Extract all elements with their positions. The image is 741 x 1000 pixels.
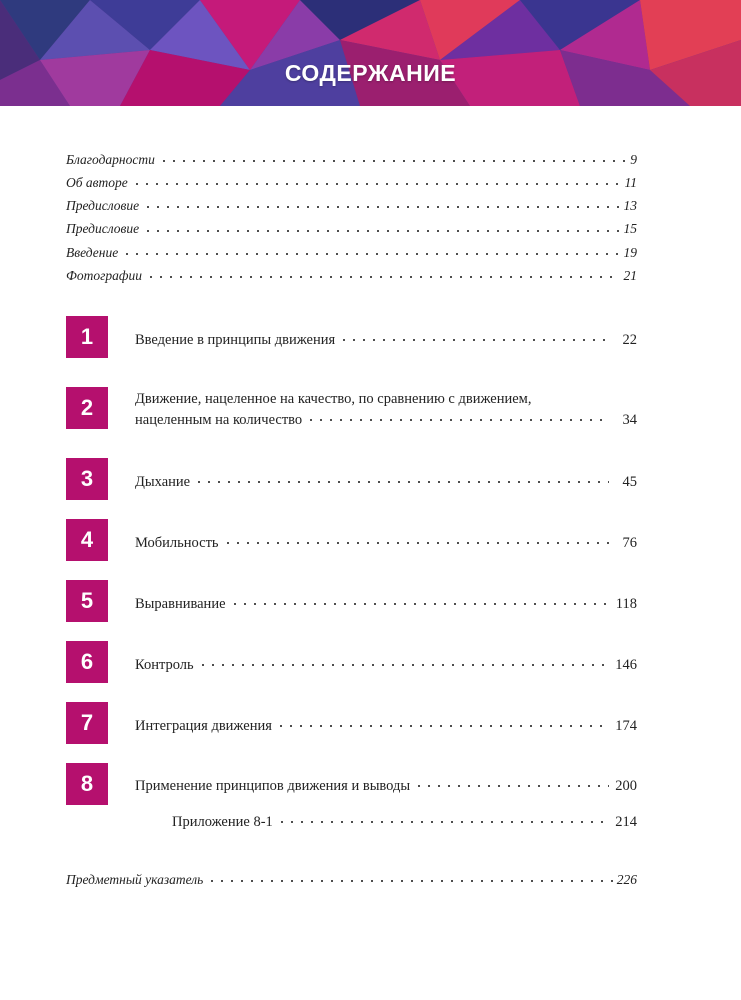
chapter-title: Введение в принципы движения <box>135 331 336 348</box>
page-title: СОДЕРЖАНИЕ <box>284 60 457 86</box>
chapter-line <box>135 532 637 552</box>
toc-entry[interactable] <box>66 197 637 220</box>
dot-leader <box>230 595 609 610</box>
chapter-page: 22 <box>622 331 637 348</box>
chapter-title: Дыхание <box>135 473 191 490</box>
chapter-line <box>135 715 637 735</box>
appendix-page: 214 <box>615 813 637 830</box>
dot-leader <box>207 872 612 886</box>
entry-page: 11 <box>624 174 637 190</box>
chapter-number-badge: 1 <box>66 316 108 358</box>
chapter-line <box>135 593 637 613</box>
chapter-line <box>135 654 637 674</box>
dot-leader <box>339 331 609 346</box>
entry-page: 9 <box>630 151 637 167</box>
entry-title: Об авторе <box>66 174 128 190</box>
chapter-number-badge: 7 <box>66 702 108 744</box>
chapter-number-badge: 8 <box>66 763 108 805</box>
chapter-title: Применение принципов движения и выводы <box>135 777 411 794</box>
entry-title: Предисловие <box>66 221 140 237</box>
dot-leader <box>414 777 609 792</box>
appendix-entry[interactable] <box>172 811 637 831</box>
appendix-title: Приложение 8-1 <box>172 813 273 830</box>
toc-entry[interactable] <box>66 173 637 196</box>
chapter-line <box>135 775 637 795</box>
dot-leader <box>159 152 626 166</box>
header-banner <box>0 0 741 106</box>
chapter-title-line-1: Движение, нацеленное на качество, по сравнению с движением, <box>135 391 532 407</box>
toc-entry[interactable] <box>66 243 637 266</box>
entry-title: Предметный указатель <box>66 871 204 887</box>
entry-title: Предисловие <box>66 198 140 214</box>
chapter-title: Интеграция движения <box>135 717 272 734</box>
dot-leader <box>277 813 611 828</box>
entry-page: 19 <box>623 244 637 260</box>
chapter-page: 174 <box>615 717 637 734</box>
toc-entry[interactable] <box>66 220 637 243</box>
chapter-line <box>135 471 637 491</box>
toc-entry[interactable] <box>66 266 637 289</box>
dot-leader <box>306 411 609 426</box>
chapter-number-badge: 3 <box>66 458 108 500</box>
entry-title: Фотографии <box>66 267 142 283</box>
dot-leader <box>122 245 619 259</box>
chapter-page: 34 <box>622 411 637 428</box>
entry-title: Введение <box>66 244 119 260</box>
dot-leader <box>143 222 619 236</box>
chapter-number-badge: 2 <box>66 387 108 429</box>
chapter-title: Контроль <box>135 656 194 673</box>
dot-leader <box>276 717 609 732</box>
chapter-page: 146 <box>615 656 637 673</box>
entry-page: 13 <box>623 198 637 214</box>
dot-leader <box>132 175 621 189</box>
chapter-line <box>135 329 637 349</box>
dot-leader <box>194 473 609 488</box>
chapter-page: 76 <box>622 534 637 551</box>
dot-leader <box>198 656 609 671</box>
back-matter <box>66 870 637 893</box>
chapter-number-badge: 5 <box>66 580 108 622</box>
chapter-page: 118 <box>615 595 637 612</box>
polygon-background <box>0 0 741 106</box>
dot-leader <box>146 268 620 282</box>
chapter-number-badge: 4 <box>66 519 108 561</box>
toc-entry[interactable] <box>66 150 637 173</box>
entry-page: 15 <box>623 221 637 237</box>
chapter-title-line-2: нацеленным на количество <box>135 411 303 428</box>
front-matter-list <box>66 150 637 290</box>
toc-entry-index[interactable] <box>66 870 637 893</box>
chapter-title: Выравнивание <box>135 595 226 612</box>
chapter-page: 45 <box>622 473 637 490</box>
dot-leader <box>223 534 609 549</box>
entry-title: Благодарности <box>66 151 155 167</box>
chapter-line <box>135 409 637 429</box>
chapter-page: 200 <box>615 777 637 794</box>
entry-page: 226 <box>616 871 637 887</box>
chapter-title: Мобильность <box>135 534 219 551</box>
chapter-number-badge: 6 <box>66 641 108 683</box>
dot-leader <box>143 199 619 213</box>
entry-page: 21 <box>623 267 637 283</box>
